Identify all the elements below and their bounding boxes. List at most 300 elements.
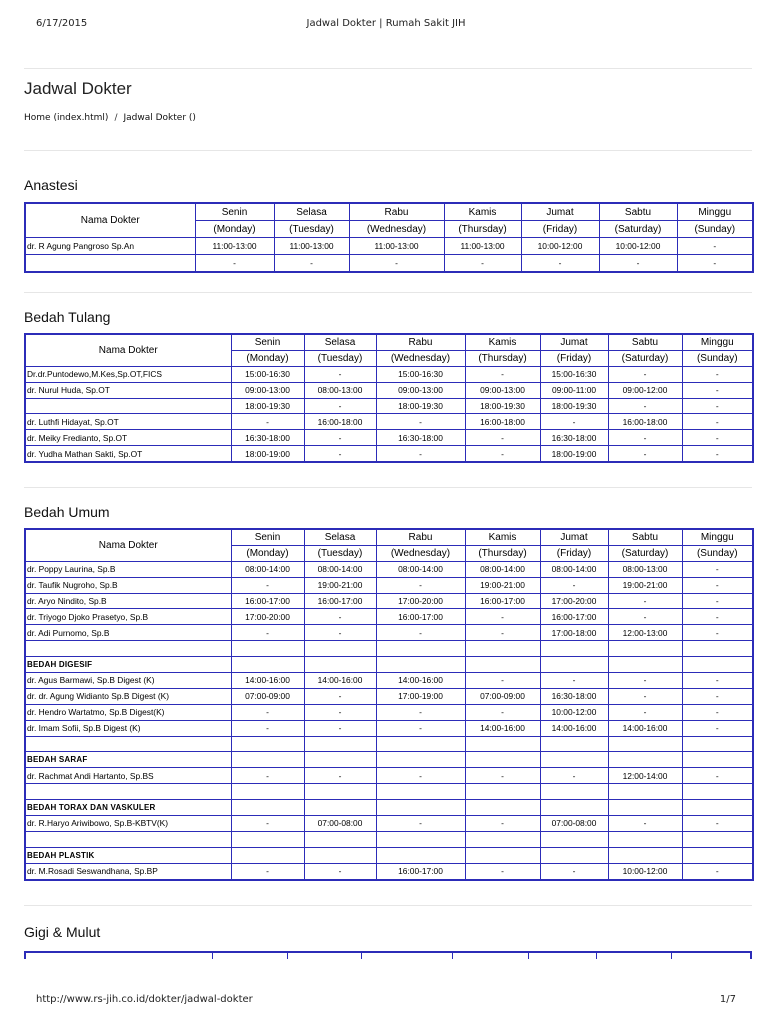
table-row (25, 863, 753, 879)
category-row (25, 752, 753, 768)
doctor-name: dr. M.Rosadi Seswandhana, Sp.BP (25, 863, 231, 879)
schedule-cell: - (465, 446, 540, 462)
schedule-cell: 14:00-16:00 (540, 720, 608, 736)
doctor-name: dr. Nurul Huda, Sp.OT (25, 382, 231, 398)
print-date: 6/17/2015 (36, 18, 88, 29)
schedule-cell: - (608, 593, 682, 609)
table-cell (465, 736, 540, 752)
table-cell (212, 952, 287, 959)
table-cell (25, 641, 231, 657)
schedule-cell: - (231, 720, 304, 736)
schedule-cell: 07:00-08:00 (540, 816, 608, 832)
table-cell (540, 736, 608, 752)
table-cell (231, 752, 304, 768)
table-cell (682, 784, 753, 800)
table-cell (672, 952, 751, 959)
schedule-cell: - (608, 609, 682, 625)
doctor-name: dr. R Agung Pangroso Sp.An (25, 238, 195, 255)
column-header-name: Nama Dokter (25, 529, 231, 561)
column-header-day-en: (Thursday) (465, 350, 540, 366)
table-cell (608, 736, 682, 752)
table-cell (608, 847, 682, 863)
schedule-cell: 16:00-18:00 (465, 414, 540, 430)
schedule-cell: 17:00-20:00 (231, 609, 304, 625)
table-cell (608, 641, 682, 657)
table-cell (231, 784, 304, 800)
column-header-day: Minggu (682, 334, 753, 350)
schedule-cell: 14:00-16:00 (376, 673, 465, 689)
header-row-days (25, 203, 753, 221)
schedule-cell: - (608, 816, 682, 832)
schedule-cell: 18:00-19:30 (465, 398, 540, 414)
schedule-cell: - (304, 398, 376, 414)
table-cell (465, 831, 540, 847)
table-cell (304, 831, 376, 847)
schedule-cell: 16:00-17:00 (231, 593, 304, 609)
doctor-name: dr. Poppy Laurina, Sp.B (25, 561, 231, 577)
schedule-cell: - (682, 704, 753, 720)
schedule-cell: - (608, 688, 682, 704)
schedule-cell: 14:00-16:00 (231, 673, 304, 689)
schedule-cell: 19:00-21:00 (465, 577, 540, 593)
schedule-cell: 16:00-18:00 (304, 414, 376, 430)
table-cell (25, 831, 231, 847)
schedule-cell: - (682, 720, 753, 736)
schedule-cell: - (599, 255, 677, 273)
doctor-name: dr. Hendro Wartatmo, Sp.B Digest(K) (25, 704, 231, 720)
schedule-cell: - (540, 414, 608, 430)
header-row-days (25, 334, 753, 350)
doctor-name: dr. Taufik Nugroho, Sp.B (25, 577, 231, 593)
doctor-name: dr. Rachmat Andi Hartanto, Sp.BS (25, 768, 231, 784)
column-header-day-en: (Sunday) (677, 221, 753, 238)
table-cell (304, 784, 376, 800)
schedule-cell: 08:00-13:00 (608, 561, 682, 577)
divider (24, 68, 752, 69)
schedule-cell: - (304, 688, 376, 704)
schedule-cell: - (682, 593, 753, 609)
schedule-cell: - (682, 688, 753, 704)
schedule-cell: - (682, 561, 753, 577)
table-row (25, 382, 753, 398)
page-number: 1/7 (719, 994, 736, 1005)
column-header-day: Rabu (376, 529, 465, 545)
schedule-table-bedah-tulang (24, 333, 754, 463)
column-header-day: Kamis (465, 334, 540, 350)
schedule-cell: - (608, 673, 682, 689)
schedule-cell: 19:00-21:00 (304, 577, 376, 593)
table-row (25, 446, 753, 462)
schedule-cell: 09:00-13:00 (465, 382, 540, 398)
schedule-cell: 16:00-17:00 (465, 593, 540, 609)
table-row (25, 625, 753, 641)
column-header-day-en: (Tuesday) (304, 350, 376, 366)
schedule-cell: 16:30-18:00 (376, 430, 465, 446)
schedule-cell: - (376, 446, 465, 462)
table-cell (608, 831, 682, 847)
schedule-cell: - (465, 673, 540, 689)
breadcrumb-separator: / (114, 113, 118, 123)
schedule-cell: 17:00-18:00 (540, 625, 608, 641)
schedule-cell: 07:00-09:00 (231, 688, 304, 704)
table-row (25, 816, 753, 832)
section-title-bedah-tulang: Bedah Tulang (24, 309, 111, 325)
table-cell (540, 657, 608, 673)
schedule-cell: - (376, 720, 465, 736)
column-header-day-en: (Monday) (231, 350, 304, 366)
table-cell (608, 657, 682, 673)
table-cell (304, 657, 376, 673)
table-row (25, 673, 753, 689)
schedule-cell: - (376, 816, 465, 832)
column-header-day: Jumat (540, 529, 608, 545)
table-cell (682, 641, 753, 657)
column-header-day: Jumat (521, 203, 599, 221)
column-header-day: Sabtu (608, 529, 682, 545)
schedule-cell: 10:00-12:00 (608, 863, 682, 879)
schedule-cell: 16:00-17:00 (540, 609, 608, 625)
column-header-day-en: (Sunday) (682, 350, 753, 366)
table-cell (304, 800, 376, 816)
blank-row (25, 736, 753, 752)
schedule-cell: 18:00-19:30 (231, 398, 304, 414)
schedule-cell: 15:00-16:30 (231, 366, 304, 382)
table-cell (540, 800, 608, 816)
schedule-cell: - (304, 366, 376, 382)
table-row (25, 366, 753, 382)
table-row (25, 238, 753, 255)
column-header-day-en: (Friday) (521, 221, 599, 238)
schedule-cell: 14:00-16:00 (304, 673, 376, 689)
schedule-cell: - (304, 430, 376, 446)
table-cell (540, 831, 608, 847)
table-cell (231, 657, 304, 673)
doctor-name: dr. R.Haryo Ariwibowo, Sp.B-KBTV(K) (25, 816, 231, 832)
table-cell (608, 784, 682, 800)
schedule-cell: - (465, 863, 540, 879)
column-header-name: Nama Dokter (25, 203, 195, 238)
schedule-cell: - (444, 255, 521, 273)
table-row (25, 577, 753, 593)
schedule-cell: 10:00-12:00 (540, 704, 608, 720)
schedule-cell: 08:00-14:00 (231, 561, 304, 577)
table-cell (682, 736, 753, 752)
table-cell (231, 831, 304, 847)
table-cell (287, 952, 361, 959)
table-cell (682, 752, 753, 768)
schedule-cell: - (195, 255, 274, 273)
table-cell (528, 952, 596, 959)
category-label: BEDAH TORAX DAN VASKULER (25, 800, 231, 816)
schedule-cell: - (465, 430, 540, 446)
schedule-cell: 08:00-14:00 (376, 561, 465, 577)
schedule-cell: 11:00-13:00 (195, 238, 274, 255)
schedule-cell: - (465, 609, 540, 625)
schedule-cell: - (540, 768, 608, 784)
schedule-cell: - (465, 816, 540, 832)
schedule-cell: - (608, 366, 682, 382)
schedule-cell: - (682, 816, 753, 832)
schedule-cell: - (304, 625, 376, 641)
column-header-day: Sabtu (599, 203, 677, 221)
schedule-cell: - (608, 430, 682, 446)
column-header-day: Minggu (677, 203, 753, 221)
category-row (25, 847, 753, 863)
column-header-day-en: (Wednesday) (376, 545, 465, 561)
schedule-cell: 07:00-08:00 (304, 816, 376, 832)
schedule-cell: 09:00-12:00 (608, 382, 682, 398)
column-header-day-en: (Friday) (540, 350, 608, 366)
table-cell (465, 800, 540, 816)
schedule-cell: 16:00-17:00 (376, 609, 465, 625)
table-cell (231, 736, 304, 752)
schedule-cell: 12:00-14:00 (608, 768, 682, 784)
doctor-name: dr. Triyogo Djoko Prasetyo, Sp.B (25, 609, 231, 625)
schedule-cell: - (304, 609, 376, 625)
column-header-day: Minggu (682, 529, 753, 545)
schedule-cell: - (682, 366, 753, 382)
schedule-cell: - (376, 577, 465, 593)
column-header-day-en: (Monday) (195, 221, 274, 238)
blank-row (25, 784, 753, 800)
schedule-cell: - (231, 863, 304, 879)
table-cell (465, 847, 540, 863)
schedule-cell: - (682, 430, 753, 446)
category-label: BEDAH DIGESIF (25, 657, 231, 673)
divider (24, 905, 752, 906)
schedule-cell: - (540, 673, 608, 689)
doctor-name: dr. Yudha Mathan Sakti, Sp.OT (25, 446, 231, 462)
table-row (25, 704, 753, 720)
table-cell (682, 800, 753, 816)
schedule-cell: 09:00-13:00 (231, 382, 304, 398)
column-header-day-en: (Saturday) (599, 221, 677, 238)
category-row (25, 800, 753, 816)
schedule-cell: - (540, 577, 608, 593)
section-title-anastesi: Anastesi (24, 177, 78, 193)
column-header-day-en: (Monday) (231, 545, 304, 561)
table-cell (25, 736, 231, 752)
schedule-cell: - (376, 704, 465, 720)
table-cell (362, 952, 452, 959)
column-header-day: Rabu (376, 334, 465, 350)
table-cell (376, 847, 465, 863)
schedule-cell: - (376, 625, 465, 641)
blank-row (25, 831, 753, 847)
schedule-cell: 16:30-18:00 (540, 688, 608, 704)
table-cell (25, 952, 212, 959)
table-row (25, 398, 753, 414)
section-title-gigi-mulut: Gigi & Mulut (24, 924, 101, 940)
table-cell (682, 831, 753, 847)
schedule-cell: 17:00-20:00 (540, 593, 608, 609)
table-cell (304, 752, 376, 768)
schedule-cell: - (682, 398, 753, 414)
table-row (25, 609, 753, 625)
column-header-day-en: (Thursday) (465, 545, 540, 561)
column-header-day-en: (Friday) (540, 545, 608, 561)
table-row (25, 593, 753, 609)
schedule-cell: - (608, 446, 682, 462)
schedule-cell: - (231, 704, 304, 720)
schedule-cell: 08:00-14:00 (540, 561, 608, 577)
schedule-cell: - (304, 704, 376, 720)
print-title: Jadwal Dokter | Rumah Sakit JIH (306, 18, 466, 29)
table-cell (304, 641, 376, 657)
section-title-bedah-umum: Bedah Umum (24, 504, 110, 520)
schedule-cell: - (682, 863, 753, 879)
table-cell (682, 657, 753, 673)
doctor-name (25, 255, 195, 273)
schedule-cell: 19:00-21:00 (608, 577, 682, 593)
column-header-day-en: (Saturday) (608, 350, 682, 366)
table-row (25, 430, 753, 446)
table-cell (465, 641, 540, 657)
column-header-day: Senin (231, 529, 304, 545)
table-cell (376, 657, 465, 673)
column-header-day: Senin (231, 334, 304, 350)
schedule-cell: 14:00-16:00 (608, 720, 682, 736)
schedule-cell: - (682, 577, 753, 593)
column-header-name: Nama Dokter (25, 334, 231, 366)
schedule-cell: 18:00-19:00 (540, 446, 608, 462)
schedule-cell: 10:00-12:00 (599, 238, 677, 255)
doctor-name: dr. Meiky Fredianto, Sp.OT (25, 430, 231, 446)
schedule-cell: - (682, 414, 753, 430)
table-cell (231, 800, 304, 816)
table-cell (376, 831, 465, 847)
schedule-cell: 15:00-16:30 (540, 366, 608, 382)
table-cell (231, 641, 304, 657)
schedule-cell: - (465, 625, 540, 641)
schedule-cell: - (231, 816, 304, 832)
print-footer (36, 994, 736, 1008)
header-row-days (25, 529, 753, 545)
schedule-cell: 11:00-13:00 (274, 238, 349, 255)
table-cell (540, 752, 608, 768)
column-header-day-en: (Saturday) (608, 545, 682, 561)
schedule-cell: 08:00-14:00 (304, 561, 376, 577)
table-cell (465, 657, 540, 673)
table-cell (376, 641, 465, 657)
schedule-cell: - (376, 768, 465, 784)
table-cell (596, 952, 671, 959)
doctor-name: Dr.dr.Puntodewo,M.Kes,Sp.OT,FICS (25, 366, 231, 382)
table-row (25, 561, 753, 577)
column-header-day: Selasa (274, 203, 349, 221)
schedule-cell: 08:00-13:00 (304, 382, 376, 398)
table-row (25, 414, 753, 430)
schedule-cell: - (682, 446, 753, 462)
schedule-cell: - (682, 382, 753, 398)
doctor-name: dr. Luthfi Hidayat, Sp.OT (25, 414, 231, 430)
doctor-name: dr. Aryo Nindito, Sp.B (25, 593, 231, 609)
category-label: BEDAH PLASTIK (25, 847, 231, 863)
table-cell (540, 784, 608, 800)
table-row (25, 952, 751, 959)
table-cell (465, 784, 540, 800)
column-header-day: Sabtu (608, 334, 682, 350)
schedule-table-bedah-umum (24, 528, 754, 881)
page-title: Jadwal Dokter (24, 79, 132, 98)
schedule-cell: - (349, 255, 444, 273)
table-cell (376, 800, 465, 816)
category-row (25, 657, 753, 673)
schedule-cell: 15:00-16:30 (376, 366, 465, 382)
schedule-cell: 12:00-13:00 (608, 625, 682, 641)
schedule-cell: - (304, 720, 376, 736)
schedule-cell: 18:00-19:30 (540, 398, 608, 414)
breadcrumb (24, 113, 196, 123)
schedule-cell: - (304, 863, 376, 879)
schedule-cell: 16:00-17:00 (376, 863, 465, 879)
schedule-cell: - (682, 673, 753, 689)
schedule-cell: - (682, 768, 753, 784)
schedule-cell: 09:00-13:00 (376, 382, 465, 398)
column-header-day: Senin (195, 203, 274, 221)
table-cell (376, 784, 465, 800)
schedule-table-anastesi (24, 202, 754, 273)
table-row (25, 768, 753, 784)
schedule-cell: 16:30-18:00 (231, 430, 304, 446)
schedule-table-gigi-mulut (24, 951, 752, 959)
breadcrumb-home-link[interactable]: Home (index.html) (24, 113, 109, 123)
blank-row (25, 641, 753, 657)
schedule-cell: 09:00-11:00 (540, 382, 608, 398)
table-cell (608, 752, 682, 768)
doctor-name: dr. dr. Agung Widianto Sp.B Digest (K) (25, 688, 231, 704)
schedule-cell: - (677, 238, 753, 255)
column-header-day: Rabu (349, 203, 444, 221)
table-cell (231, 847, 304, 863)
table-row (25, 688, 753, 704)
column-header-day-en: (Thursday) (444, 221, 521, 238)
schedule-cell: 10:00-12:00 (521, 238, 599, 255)
doctor-name: dr. Adi Purnomo, Sp.B (25, 625, 231, 641)
schedule-cell: - (376, 414, 465, 430)
column-header-day-en: (Wednesday) (376, 350, 465, 366)
schedule-cell: 16:00-17:00 (304, 593, 376, 609)
schedule-cell: - (608, 398, 682, 414)
schedule-cell: - (304, 446, 376, 462)
column-header-day-en: (Wednesday) (349, 221, 444, 238)
category-label: BEDAH SARAF (25, 752, 231, 768)
table-cell (540, 641, 608, 657)
schedule-cell: - (231, 414, 304, 430)
column-header-day: Selasa (304, 529, 376, 545)
column-header-day: Selasa (304, 334, 376, 350)
column-header-day-en: (Sunday) (682, 545, 753, 561)
schedule-cell: - (465, 768, 540, 784)
table-row (25, 255, 753, 273)
schedule-cell: - (682, 609, 753, 625)
schedule-cell: - (521, 255, 599, 273)
table-cell (304, 736, 376, 752)
schedule-cell: - (608, 704, 682, 720)
schedule-cell: - (274, 255, 349, 273)
table-cell (540, 847, 608, 863)
schedule-cell: - (465, 704, 540, 720)
schedule-cell: 16:30-18:00 (540, 430, 608, 446)
schedule-cell: - (231, 577, 304, 593)
schedule-cell: - (465, 366, 540, 382)
divider (24, 150, 752, 151)
divider (24, 487, 752, 488)
column-header-day-en: (Tuesday) (304, 545, 376, 561)
table-cell (304, 847, 376, 863)
print-url: http://www.rs-jih.co.id/dokter/jadwal-dokter (36, 994, 253, 1005)
schedule-cell: 08:00-14:00 (465, 561, 540, 577)
